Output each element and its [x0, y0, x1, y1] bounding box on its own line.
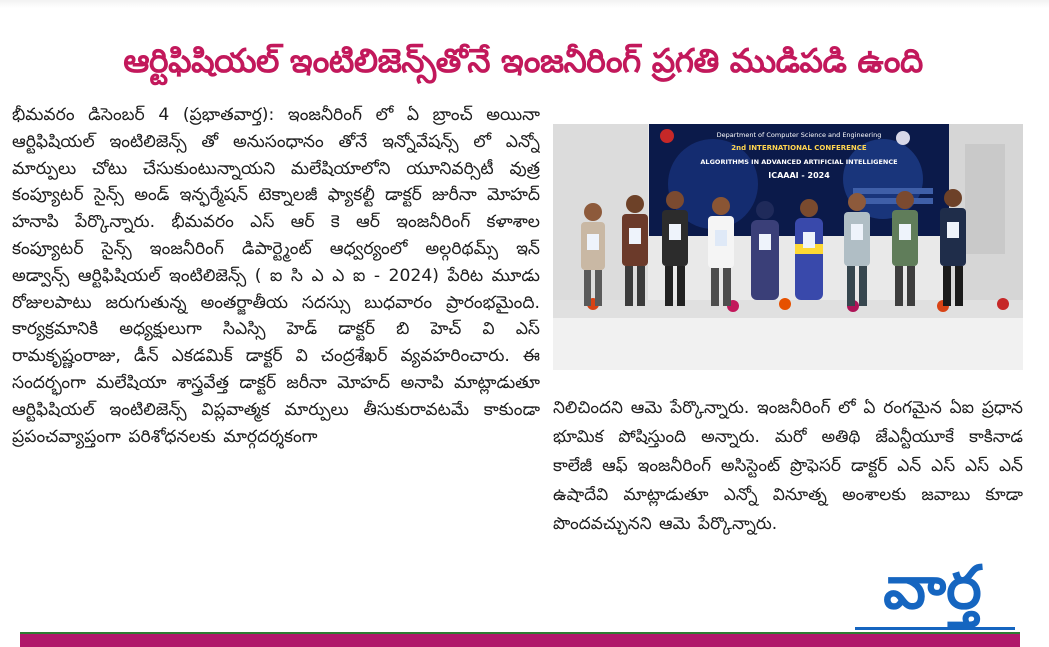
banner-line-2: 2nd INTERNATIONAL CONFERENCE — [731, 144, 867, 152]
event-photo — [553, 124, 1023, 370]
logo-underline — [855, 627, 1015, 630]
banner-line-4: ICAAAI - 2024 — [768, 171, 830, 180]
banner-line-1: Department of Computer Science and Engineering — [716, 131, 882, 139]
article-column-left — [12, 102, 540, 622]
top-edge-strip — [0, 0, 1049, 8]
article-body-right: నిలిచిందని ఆమె పేర్కొన్నారు. ఇంజనీరింగ్ లో ఏ రంగమైన ఏఐ ప్రధాన భూమిక పోషిస్తుంది అన్నారు. మరో అతిథి జేఎన్టీయూకే కాకినాడ కాలేజీ ఆఫ్ ఇంజనీరింగ్ అసిస్టెంట్ ప్రొఫెసర్ డాక్టర్ ఎన్ ఎస్ ఎస్ ఎన్ ఉషాదేవి మాట్లాడుతూ ఎన్నో వినూత్న అంశాలకు జవాబు కూడా పొందవచ్చునని ఆమె పేర్కొన్నారు. — [553, 398, 1023, 534]
article-body-left: భీమవరం డిసెంబర్ 4 (ప్రభాతవార్త): ఇంజనీరింగ్ లో ఏ బ్రాంచ్ అయినా ఆర్టిఫిషియల్ ఇంటిలిజెన్స్ తో అనుసంధానం తోనే ఇన్నోవేషన్స్ లో ఎన్నో మార్పులు చోటు చేసుకుంటున్నాయని మలేషియాలోని యూనివర్సిటీ వుత్ర కంప్యూటర్ సైన్స్ అండ్ ఇన్ఫర్మేషన్ టెక్నాలజీ ఫ్యాకల్టీ డాక్టర్ జురీనా మోహద్ హనాపి పేర్కొన్నారు. భీమవరం ఎస్ ఆర్ కె ఆర్ ఇంజనీరింగ్ కళాశాల కంప్యూటర్ సైన్స్ ఇంజనీరింగ్ డిపార్ట్మెంట్ ఆధ్వర్యంలో అల్గరిథమ్స్ ఇన్ అడ్వాన్స్ ఆర్టిఫిషియల్ ఇంటిలిజెన్స్ ( ఐ సి ఎ ఎ ఐ - 2024) పేరిట మూడు రోజులపాటు జరుగుతున్న అంతర్జాతీయ సదస్సు బుధవారం ప్రారంభమైంది. కార్యక్రమానికి అధ్యక్షులుగా సిఎస్సి హెడ్ డాక్టర్ బి హెచ్ వి ఎస్ రామకృష్ణంరాజు, డీన్ ఎకడమిక్ డాక్టర్ వి చంద్రశేఖర్ వ్యవహరించారు. ఈ సందర్భంగా మలేషియా శాస్త్రవేత్త డాక్టర్ జరీనా మోహద్ అనాపి మాట్లాడుతూ ఆర్టిఫిషియల్ ఇంటిలిజెన్స్ విప్లవాత్మక మార్పులు తీసుకురావటమే కాకుండా ప్రపంచవ్యాప్తంగా పరిశోధనలకు మార్గదర్శకంగా — [12, 105, 540, 447]
banner-line-3: ALGORITHMS IN ADVANCED ARTIFICIAL INTELLIGENCE — [700, 158, 898, 166]
vaartha-logo: వార్త — [883, 553, 982, 623]
article-headline: ఆర్టిఫిషియల్ ఇంటిలిజెన్స్‌తోనే ఇంజనీరింగ్ ప్రగతి ముడిపడి ఉంది — [123, 41, 923, 80]
